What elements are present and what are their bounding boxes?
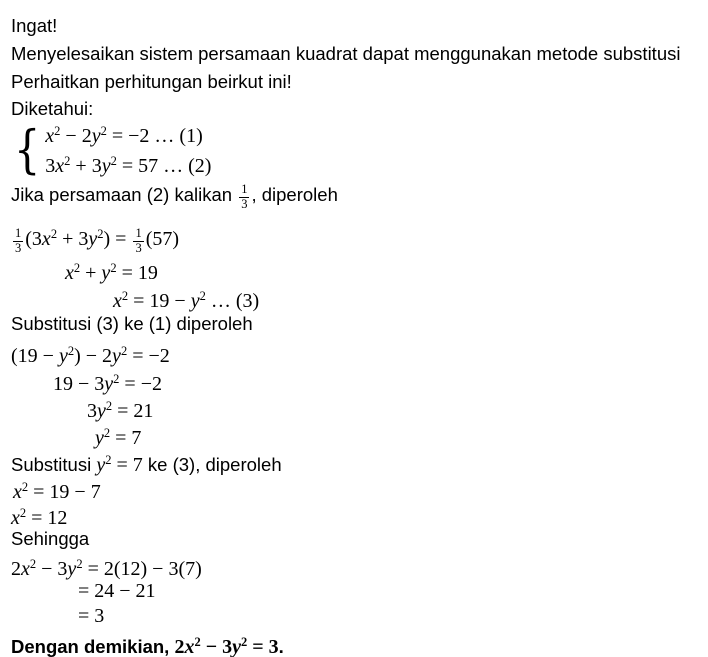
step1-eq1	[11, 214, 700, 254]
equation-row	[45, 119, 211, 149]
math-variable: x	[41, 228, 51, 250]
step3-description	[11, 447, 700, 474]
fraction-denominator: 3	[15, 240, 22, 255]
fraction-numerator: 1	[241, 182, 248, 197]
text-run: Menyelesaikan sistem persamaan kuadrat dapat menggunakan metode substitusi	[11, 43, 681, 64]
math-exponent: 2	[64, 154, 71, 168]
math-literal: = 19 − 7	[28, 481, 101, 503]
math-variable: x	[13, 481, 22, 503]
math-literal: = −2	[127, 345, 170, 367]
text-run: ke (3), diperoleh	[142, 454, 282, 475]
math-literal: ) − 2	[74, 345, 113, 367]
math-exponent: 2	[97, 227, 104, 241]
math-literal: = 3	[247, 636, 279, 657]
math-literal: 2	[174, 636, 185, 657]
math-variable: x	[184, 636, 195, 657]
math-literal: 2	[11, 558, 21, 580]
text-run: Perhaitkan perhitungan beirkut ini!	[11, 71, 292, 92]
text-run: Sehingga	[11, 528, 90, 549]
final-eq2	[78, 578, 700, 603]
math-literal: = 3	[78, 605, 105, 627]
equation-system	[14, 118, 700, 180]
math-literal: = 57 … (2)	[116, 155, 212, 177]
math-variable: y	[96, 454, 106, 476]
text-run: Substitusi	[11, 454, 97, 475]
math-literal: = 2(12) − 3(7)	[82, 558, 202, 580]
math-exponent: 2	[76, 557, 83, 571]
math-exponent: 2	[50, 227, 58, 241]
math-exponent: 2	[110, 261, 117, 275]
math-variable: y	[101, 262, 111, 284]
math-literal: 19 − 3	[53, 373, 105, 395]
math-variable: y	[97, 400, 106, 422]
math-exponent: 2	[103, 426, 111, 440]
final-eq1	[11, 551, 700, 578]
final-eq3	[78, 603, 700, 628]
math-exponent: 2	[21, 480, 29, 494]
step1-description	[11, 176, 700, 214]
math-exponent: 2	[73, 261, 81, 275]
conclusion-statement	[11, 628, 700, 656]
math-exponent: 2	[194, 635, 201, 649]
step1-eq3	[113, 282, 700, 311]
math-variable: x	[113, 290, 122, 312]
math-variable: x	[45, 125, 55, 147]
math-variable: y	[95, 427, 104, 449]
math-fraction	[239, 183, 249, 212]
math-literal: = 7	[111, 454, 143, 476]
text-run: Ingat!	[11, 15, 58, 36]
conclusion-lead	[11, 526, 700, 551]
step3-eq1	[13, 474, 700, 503]
math-literal: − 3	[36, 558, 68, 580]
text-run: Diketahui:	[11, 98, 94, 119]
math-literal: ) =	[103, 228, 132, 250]
system-equations	[45, 119, 211, 179]
math-literal: 3	[87, 400, 97, 422]
equation-row	[45, 149, 211, 179]
math-literal: = −2	[119, 373, 162, 395]
fraction-numerator: 1	[15, 226, 22, 241]
text-run: , diperoleh	[251, 184, 338, 205]
math-literal: (3	[25, 228, 42, 250]
math-exponent: 2	[105, 453, 112, 467]
step3-eq2	[11, 500, 700, 529]
text-run: Substitusi (3) ke (1) diperoleh	[11, 313, 253, 334]
math-variable: y	[104, 373, 114, 395]
math-literal: +	[80, 262, 102, 284]
math-literal: + 3	[70, 155, 102, 177]
fraction-numerator: 1	[135, 226, 142, 241]
math-literal: + 3	[57, 228, 89, 250]
reminder-text	[11, 40, 700, 68]
step2-description	[11, 311, 700, 337]
step1-eq2	[65, 254, 700, 282]
fraction-denominator: 3	[135, 240, 142, 255]
math-literal: (57)	[145, 228, 180, 250]
math-exponent: 2	[121, 289, 129, 303]
math-literal: 3	[45, 155, 56, 177]
text-run: Dengan demikian,	[11, 636, 175, 657]
math-variable: y	[58, 345, 68, 367]
step2-eq3	[87, 393, 700, 420]
math-variable: x	[65, 262, 74, 284]
math-variable: y	[190, 290, 200, 312]
math-exponent: 2	[113, 372, 120, 386]
math-literal: − 3	[200, 636, 233, 657]
math-variable: y	[101, 155, 111, 177]
system-brace-icon: {	[14, 118, 41, 180]
math-literal: = 19	[116, 262, 158, 284]
math-literal: = 24 − 21	[78, 580, 156, 602]
math-literal: = 19 −	[128, 290, 191, 312]
math-variable: x	[21, 558, 30, 580]
math-exponent: 2	[110, 154, 117, 168]
math-variable: y	[88, 228, 98, 250]
math-literal: = −2 … (1)	[106, 125, 203, 147]
text-run: Jika persamaan (2) kalikan	[11, 184, 238, 205]
math-variable: x	[11, 507, 20, 529]
math-literal: = 12	[26, 507, 68, 529]
math-literal: = 7	[110, 427, 142, 449]
math-exponent: 2	[120, 344, 128, 358]
math-literal: … (3)	[205, 290, 260, 312]
math-exponent: 2	[67, 344, 75, 358]
math-variable: x	[55, 155, 65, 177]
math-variable: y	[112, 345, 121, 367]
math-exponent: 2	[19, 506, 27, 520]
math-exponent: 2	[241, 635, 248, 649]
reminder-heading	[11, 11, 700, 40]
instruction-text	[11, 68, 700, 96]
math-variable: y	[67, 558, 77, 580]
math-variable: y	[232, 636, 242, 657]
math-exponent: 2	[100, 124, 107, 138]
math-variable: y	[91, 125, 101, 147]
math-literal: (19 −	[11, 345, 59, 367]
math-exponent: 2	[105, 399, 113, 413]
math-literal: − 2	[60, 125, 92, 147]
solution-body	[11, 11, 700, 656]
math-exponent: 2	[29, 557, 37, 571]
math-literal: = 21	[112, 400, 154, 422]
step2-eq1	[11, 337, 700, 366]
step2-eq4	[95, 420, 700, 447]
math-fraction	[133, 227, 143, 256]
text-run: .	[278, 636, 284, 657]
fraction-denominator: 3	[241, 196, 248, 211]
step2-eq2	[53, 366, 700, 393]
math-exponent: 2	[199, 289, 206, 303]
math-exponent: 2	[54, 124, 61, 138]
math-fraction	[13, 227, 23, 256]
